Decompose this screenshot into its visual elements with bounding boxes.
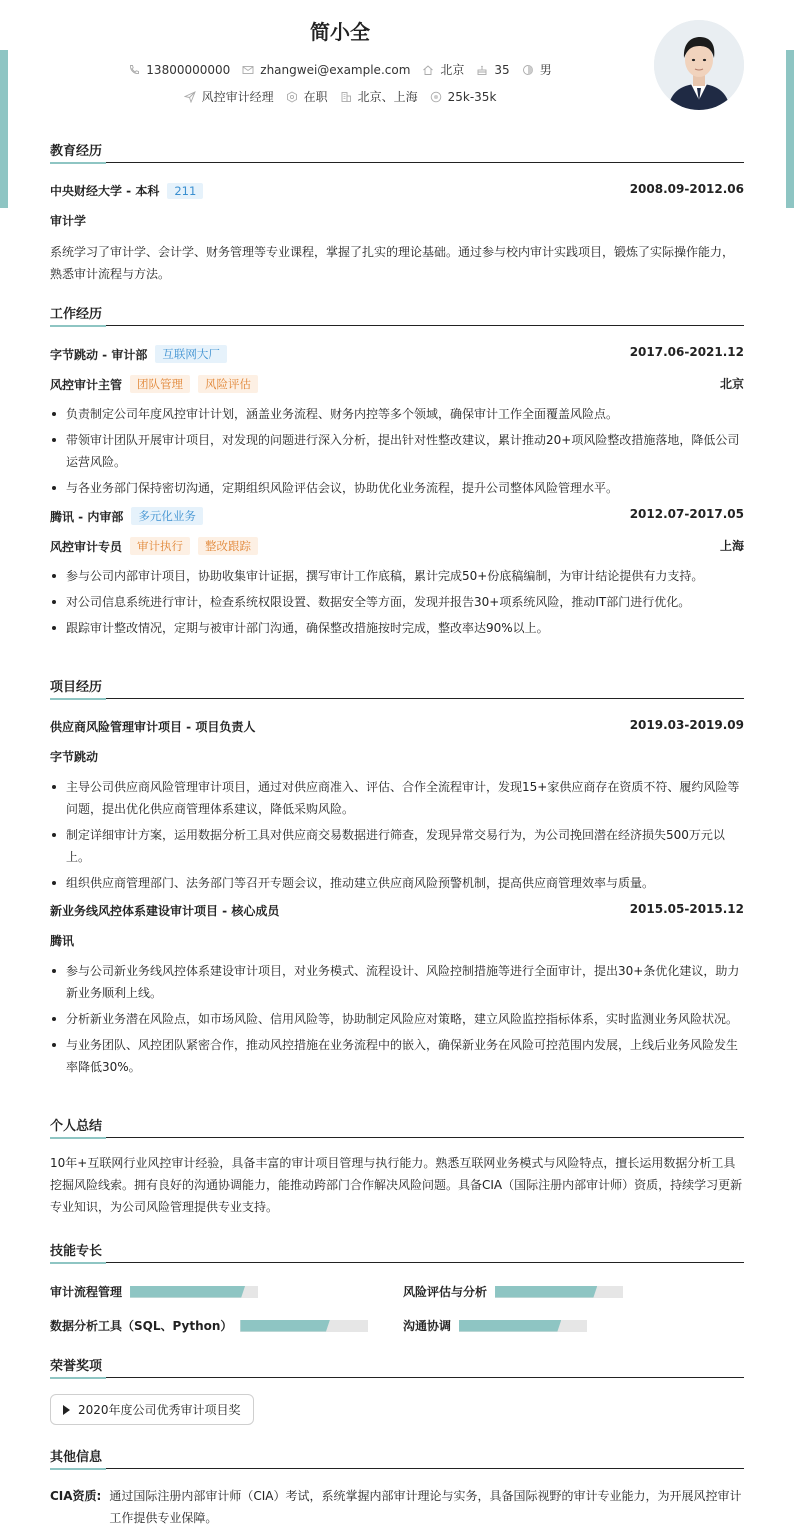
section-accent (50, 325, 106, 327)
contact-row (0, 61, 680, 78)
job-intent-row (0, 88, 680, 105)
honors-section (50, 1355, 744, 1425)
company-tag: 多元化业务 (131, 507, 203, 525)
candidate-name: 简小全 (310, 20, 370, 44)
role-tag: 审计执行 (130, 537, 190, 555)
skill-item (50, 1317, 368, 1334)
skill-name: 风险评估与分析 (403, 1285, 488, 1299)
gender-text: 男 (539, 63, 552, 77)
project-org-row (50, 748, 744, 768)
age-text: 35 (494, 62, 510, 77)
section-title: 教育经历 (50, 144, 103, 159)
email-text: zhangwei@example.com (260, 62, 411, 77)
skill-level-bar (459, 1320, 587, 1332)
project-row (50, 902, 744, 922)
school-name: 中央财经大学 - 本科 (50, 184, 160, 198)
skill-level-bar (495, 1286, 623, 1298)
skill-level-fill (495, 1286, 597, 1298)
section-accent (50, 1137, 106, 1139)
company-tag: 互联网大厂 (155, 345, 227, 363)
role-title: 风控审计主管 (50, 377, 123, 392)
job-period: 2012.07-2017.05 (629, 507, 744, 521)
phone-text: 13800000000 (146, 62, 231, 77)
skill-level-bar (240, 1320, 368, 1332)
skill-item (403, 1283, 623, 1300)
salary-item (430, 90, 497, 104)
send-icon (184, 91, 196, 103)
job-city: 上海 (719, 539, 744, 553)
skill-level-fill (130, 1286, 245, 1298)
project-row (50, 718, 744, 738)
status-item (286, 88, 328, 105)
work-header (50, 303, 744, 326)
education-section (50, 140, 744, 285)
major-row (50, 212, 744, 232)
job-bullets (50, 403, 744, 499)
project-period: 2015.05-2015.12 (629, 902, 744, 916)
project-bullets (50, 960, 744, 1078)
education-description: 系统学习了审计学、会计学、财务管理等专业课程，掌握了扎实的理论基础。通过参与校内审计实践项目，锻炼了实际操作能力，熟悉审计流程与方法。 (50, 245, 735, 281)
mail-icon (242, 64, 254, 76)
section-title: 工作经历 (50, 307, 103, 322)
skill-level-fill (459, 1320, 561, 1332)
other-info-row (50, 1485, 744, 1529)
phone-icon (128, 64, 140, 76)
gender-icon (522, 64, 534, 76)
project-org-row (50, 932, 744, 952)
building-icon (340, 91, 352, 103)
coin-icon (430, 91, 442, 103)
role-row (50, 537, 744, 557)
other-info-label: CIA资质: (50, 1489, 102, 1503)
section-title: 技能专长 (50, 1244, 103, 1259)
skill-name: 审计流程管理 (50, 1285, 123, 1299)
education-row (50, 182, 744, 202)
skills-header (50, 1240, 744, 1263)
location-item (422, 61, 464, 78)
project-entry (50, 718, 744, 894)
skill-level-bar (130, 1286, 258, 1298)
job-city: 北京 (719, 377, 744, 391)
section-accent (50, 1468, 106, 1470)
bullet-item: 带领审计团队开展审计项目，对发现的问题进行深入分析，提出针对性整改建议，累计推动20+项风险整改措施落地，降低公司运营风险。 (50, 429, 744, 473)
status-text: 在职 (303, 90, 328, 104)
avatar (654, 20, 744, 110)
section-title: 其他信息 (50, 1450, 103, 1465)
job-period: 2017.06-2021.12 (629, 345, 744, 359)
bullet-item: 负责制定公司年度风控审计计划，涵盖业务流程、财务内控等多个领域，确保审计工作全面覆盖风险点。 (50, 403, 744, 425)
project-bullets (50, 776, 744, 894)
section-title: 荣誉奖项 (50, 1359, 103, 1374)
role-title: 风控审计专员 (50, 539, 123, 554)
job-entry (50, 345, 744, 499)
skill-item (403, 1317, 587, 1334)
cake-icon (476, 64, 488, 76)
job-entry (50, 507, 744, 639)
company-name: 字节跳动 - 审计部 (50, 347, 148, 362)
award-item[interactable] (50, 1394, 254, 1425)
position-item (184, 88, 274, 105)
projects-header (50, 676, 744, 699)
project-org: 腾讯 (50, 934, 75, 948)
location-text: 北京 (440, 63, 465, 77)
summary-section (50, 1115, 744, 1218)
other-info-text: 通过国际注册内部审计师（CIA）考试，系统掌握内部审计理论与实务，具备国际视野的审计专业能力，为开展风控审计工作提供专业保障。 (109, 1489, 742, 1525)
projects-section (50, 676, 744, 1082)
company-row (50, 345, 744, 365)
skill-name: 沟通协调 (403, 1319, 452, 1333)
resume-header (0, 0, 794, 130)
role-row (50, 375, 744, 395)
phone-item (128, 63, 230, 77)
role-tag: 团队管理 (130, 375, 190, 393)
bullet-item: 参与公司内部审计项目，协助收集审计证据，撰写审计工作底稿，累计完成50+份底稿编制，为审计结论提供有力支持。 (50, 565, 744, 587)
gender-item (522, 61, 552, 78)
role-tag: 整改跟踪 (198, 537, 258, 555)
work-section (50, 303, 744, 643)
company-row (50, 507, 744, 527)
skill-level-fill (240, 1320, 330, 1332)
education-header (50, 140, 744, 163)
position-text: 风控审计经理 (201, 90, 274, 104)
skill-name: 数据分析工具（SQL、Python） (50, 1319, 233, 1333)
other-section (50, 1446, 744, 1529)
project-name: 新业务线风控体系建设审计项目 - 核心成员 (50, 904, 280, 918)
major: 审计学 (50, 214, 87, 228)
bullet-item: 制定详细审计方案，运用数据分析工具对供应商交易数据进行筛查，发现异常交易行为，为公司挽回潜在经济损失500万元以上。 (50, 824, 744, 868)
bullet-item: 跟踪审计整改情况，定期与被审计部门沟通，确保整改措施按时完成，整改率达90%以上。 (50, 617, 744, 639)
job-bullets (50, 565, 744, 639)
school-tag: 211 (167, 183, 203, 199)
honors-header (50, 1355, 744, 1378)
section-title: 个人总结 (50, 1119, 103, 1134)
role-tag: 风险评估 (198, 375, 258, 393)
email-item (242, 63, 410, 77)
summary-text: 10年+互联网行业风控审计经验，具备丰富的审计项目管理与执行能力。熟悉互联网业务模式与风险特点，擅长运用数据分析工具挖掘风险线索。拥有良好的沟通协调能力，能推动跨部门合作解决风险问题。具备CIA（国际注册内部审计师）资质，持续学习更新专业知识，为公司风险管理提供专业支持。 (50, 1156, 743, 1214)
company-name: 腾讯 - 内审部 (50, 509, 124, 524)
section-accent (50, 698, 106, 700)
project-entry (50, 902, 744, 1078)
project-period: 2019.03-2019.09 (629, 718, 744, 732)
section-accent (50, 162, 106, 164)
skills-section (50, 1240, 744, 1340)
other-header (50, 1446, 744, 1469)
summary-header (50, 1115, 744, 1138)
age-item (476, 63, 509, 77)
bullet-item: 参与公司新业务线风控体系建设审计项目，对业务模式、流程设计、风险控制措施等进行全面审计，提出30+条优化建议，助力新业务顺利上线。 (50, 960, 744, 1004)
bullet-item: 对公司信息系统进行审计，检查系统权限设置、数据安全等方面，发现并报告30+项系统风险，推动IT部门进行优化。 (50, 591, 744, 613)
section-accent (50, 1377, 106, 1379)
target-city-item (340, 88, 418, 105)
bullet-item: 与业务团队、风控团队紧密合作，推动风控措施在业务流程中的嵌入，确保新业务在风险可控范围内发展，上线后业务风险发生率降低30%。 (50, 1034, 744, 1078)
salary-text: 25k-35k (447, 89, 497, 104)
project-org: 字节跳动 (50, 750, 99, 764)
bullet-item: 与各业务部门保持密切沟通，定期组织风险评估会议，协助优化业务流程，提升公司整体风险管理水平。 (50, 477, 744, 499)
bullet-item: 分析新业务潜在风险点，如市场风险、信用风险等，协助制定风险应对策略，建立风险监控指标体系，实时监测业务风险状况。 (50, 1008, 744, 1030)
bullet-item: 主导公司供应商风险管理审计项目，通过对供应商准入、评估、合作全流程审计，发现15+家供应商存在资质不符、履约风险等问题，提出优化供应商管理体系建议，降低采购风险。 (50, 776, 744, 820)
bullet-item: 组织供应商管理部门、法务部门等召开专题会议，推动建立供应商风险预警机制，提高供应商管理效率与质量。 (50, 872, 744, 894)
project-name: 供应商风险管理审计项目 - 项目负责人 (50, 720, 256, 734)
home-icon (422, 64, 434, 76)
play-triangle-icon (63, 1405, 70, 1415)
education-period: 2008.09-2012.06 (629, 182, 744, 196)
skill-item (50, 1283, 258, 1300)
target-city-text: 北京、上海 (357, 90, 418, 104)
status-icon (286, 91, 298, 103)
section-title: 项目经历 (50, 680, 103, 695)
award-text: 2020年度公司优秀审计项目奖 (78, 1403, 241, 1417)
section-accent (50, 1262, 106, 1264)
